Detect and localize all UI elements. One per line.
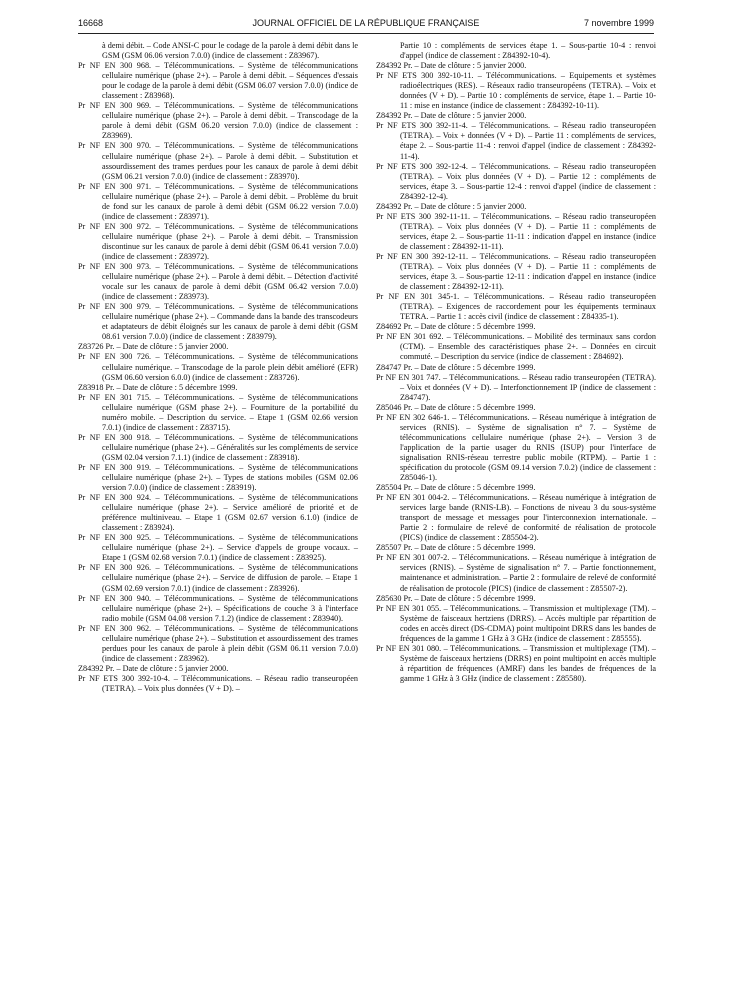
standard-entry: Pr NF EN 300 919. – Télécommunications. – Système de télécommunications cellulaire numérique (phase 2+). – Types de stations mobiles (GSM 02.06 version 7.0.0) (indice de classement : Z83919).	[78, 462, 358, 493]
standard-entry: Pr NF EN 300 392-12-11. – Télécommunications. – Réseau radio transeuropéen (TETRA). – Voix plus données (V + D). – Partie 11 : compléments de services, étape 3. – Sous-partie 12-11 : indication d'appel en instance (indice de classement : Z84392-12-11).	[376, 251, 656, 292]
closing-date-line: Z84392 Pr. – Date de clôture : 5 janvier 2000.	[376, 61, 527, 71]
closing-date-line: Z84747 Pr. – Date de clôture : 5 décembre 1999.	[376, 362, 536, 372]
standard-entry: Pr NF EN 301 007-2. – Télécommunications. – Réseau numérique à intégration de services (RNIS). – Système de signalisation n° 7. – Partie fonctionnement, maintenance et administration. – Partie 2 : formulaire de relevé de conformité de réalisation de protocole (PICS) (indice de classement : Z85507-2).	[376, 553, 656, 593]
standard-entry: Pr NF EN 301 715. – Télécommunications. – Système de télécommunications cellulaire numérique (GSM phase 2+). – Fourniture de la portabilité du numéro mobile. – Description du service. – Etape 1 (GSM 02.66 version 7.0.1) (indice de classement : Z83715).	[78, 392, 358, 432]
standard-entry: Pr NF ETS 300 392-10-11. – Télécommunications. – Equipements et systèmes radioélectriques (RES). – Réseaux radio transeuropéens (TETRA). – Voix et données (V + D). – Partie 10 : compléments de service, étape 1. – Partie 10-11 : mise en instance (indice de classement : Z84392-10-11).	[376, 71, 656, 111]
standard-entry: Pr NF EN 300 924. – Télécommunications. – Système de télécommunications cellulaire numérique (phase 2+). – Service amélioré de priorité et de préférence multiniveau. – Etape 1 (GSM 02.67 version 6.1.0) (indice de classement : Z83924).	[78, 493, 358, 533]
closing-date-line: Z84392 Pr. – Date de clôture : 5 janvier 2000.	[376, 201, 527, 211]
page-header	[78, 18, 654, 32]
standard-entry: Pr NF ETS 300 392-10-4. – Télécommunications. – Réseau radio transeuropéen (TETRA). – Voix plus données (V + D). –	[78, 673, 358, 693]
standard-entry: Pr NF EN 301 004-2. – Télécommunications. – Réseau numérique à intégration de services large bande (RNIS-LB). – Fonctions de niveau 3 du sous-système transport de message et messages pour l'interconnexion internationale. – Partie 2 : formulaire de relevé de conformité de réalisation de protocole (PICS) (indice de classement : Z85504-2).	[376, 493, 656, 543]
standard-entry: Pr NF EN 301 747. – Télécommunications. – Réseau radio transeuropéen (TETRA). – Voix et données (V + D). – Interfonctionnement IP (indice de classement : Z84747).	[376, 372, 656, 402]
standard-entry: Pr NF EN 301 345-1. – Télécommunications. – Réseau radio transeuropéen (TETRA). – Exigences de raccordement pour les équipements terminaux TETRA. – Partie 1 : accès civil (indice de classement : Z84335-1).	[376, 292, 656, 322]
closing-date-line: Z84392 Pr. – Date de clôture : 5 janvier 2000.	[376, 111, 527, 121]
closing-date-line: Z83918 Pr. – Date de clôture : 5 décembre 1999.	[78, 382, 238, 392]
standard-entry: Pr NF EN 302 646-1. – Télécommunications. – Réseau numérique à intégration de services (RNIS). – Système de signalisation n° 7. – Système de télécommunications cellulaire numérique (phase 2+). – Version 3 de l'application de la partie usager du RNIS (ISUP) pour l'interface de signalisation RNIS-réseau terrestre public mobile (RTPM). – Partie 1 : spécification du protocole (GSM 09.14 version 7.0.2) (indice de classement : Z85046-1).	[376, 412, 656, 483]
standard-entry: à demi débit. – Code ANSI-C pour le codage de la parole à demi débit dans le GSM (GSM 06.06 version 7.0.0) (indice de classement : Z83967).	[102, 41, 358, 61]
standard-entry: Pr NF ETS 300 392-11-11. – Télécommunications. – Réseau radio transeuropéen (TETRA). – Voix plus données (V + D). – Partie 11 : compléments de services, étape 2. – Sous-partie 11-11 : indication d'appel en instance (indice de classement : Z84392-11-11).	[376, 211, 656, 251]
closing-date-line: Z85630 Pr. – Date de clôture : 5 décembre 1999.	[376, 593, 536, 603]
closing-date-line: Z85504 Pr. – Date de clôture : 5 décembre 1999.	[376, 483, 536, 493]
left-column	[78, 41, 358, 694]
page-number: 16668	[78, 18, 104, 28]
standard-entry: Pr NF EN 300 968. – Télécommunications. – Système de télécommunications cellulaire numérique (phase 2+). – Parole à demi débit. – Séquences d'essais pour le codage de la parole à demi débit (GSM 06.07 version 7.0.0) (indice de classement : Z83968).	[78, 61, 358, 101]
standard-entry: Pr NF EN 300 940. – Télécommunications. – Système de télécommunications cellulaire numérique (phase 2+). – Spécifications de couche 3 à l'interface radio mobile (GSM 04.08 version 7.1.2) (indice de classement : Z83940).	[78, 593, 358, 623]
standard-entry: Pr NF EN 300 979. – Télécommunications. – Système de télécommunications cellulaire numérique (phase 2+). – Commande dans la bande des transcodeurs et adaptateurs de débit éloignés sur les canaux de parole à demi débit (GSM 08.61 version 7.0.0) (indice de classement : Z83979).	[78, 302, 358, 342]
standard-entry: Pr NF EN 300 969. – Télécommunications. – Système de télécommunications cellulaire numérique (phase 2+). – Parole à demi débit. – Transcodage de la parole à demi débit (GSM 06.20 version 7.0.0) (indice de classement : Z83969).	[78, 101, 358, 141]
standard-entry: Pr NF EN 300 726. – Télécommunications. – Système de télécommunications cellulaire numérique. – Transcodage de la parole plein débit amélioré (EFR) (GSM 06.60 version 6.0.0) (indice de classement : Z83726).	[78, 352, 358, 382]
closing-date-line: Z84692 Pr. – Date de clôture : 5 décembre 1999.	[376, 322, 536, 332]
standard-entry: Pr NF ETS 300 392-11-4. – Télécommunications. – Réseau radio transeuropéen (TETRA). – Voix + données (V + D). – Partie 11 : compléments de services, étape 2. – Sous-partie 11-4 : renvoi d'appel (indice de classement : Z84392-11-4).	[376, 121, 656, 161]
standard-entry: Pr NF EN 300 970. – Télécommunications. – Système de télécommunications cellulaire numérique (phase 2+). – Parole à demi débit. – Substitution et assourdissement des trames perdues pour les canaux de parole à demi débit (GSM 06.21 version 7.0.0) (indice de classement : Z83970).	[78, 141, 358, 181]
standard-entry: Pr NF EN 301 055. – Télécommunications. – Transmission et multiplexage (TM). – Système de faisceaux hertziens (DRRS). – Accès multiple par répartition de codes en accès direct (DS-CDMA) point multipoint DRRS dans les bandes de fréquences de la gamme 1 GHz à 3 GHz (indice de classement : Z85555).	[376, 603, 656, 643]
standard-entry: Pr NF EN 300 918. – Télécommunications. – Système de télécommunications cellulaire numérique (phase 2+). – Généralités sur les compléments de service (GSM 02.04 version 7.1.1) (indice de classement : Z83918).	[78, 432, 358, 462]
standard-entry: Pr NF EN 300 971. – Télécommunications. – Système de télécommunications cellulaire numérique (phase 2+). – Parole à demi débit. – Problème du bruit de fond sur les canaux de parole à demi débit (GSM 06.22 version 7.0.0) (indice de classement : Z83971).	[78, 181, 358, 221]
closing-date-line: Z85046 Pr. – Date de clôture : 5 décembre 1999.	[376, 402, 536, 412]
standard-entry: Pr NF EN 300 925. – Télécommunications. – Système de télécommunications cellulaire numérique (phase 2+). – Service d'appels de groupe vocaux. – Etape 1 (GSM 02.68 version 7.0.1) (indice de classement : Z83925).	[78, 533, 358, 563]
standard-entry: Pr NF EN 300 972. – Télécommunications. – Système de télécommunications cellulaire numérique (phase 2+). – Parole à demi débit. – Transmission discontinue sur les canaux de parole à demi débit (GSM 06.41 version 7.0.0) (indice de classement : Z83972).	[78, 221, 358, 261]
standard-entry: Pr NF EN 301 080. – Télécommunications. – Transmission et multiplexage (TM). – Système de faisceaux hertziens (DRRS) en point multipoint en accès multiple à répartition de fréquences (AMRF) dans les bandes de fréquences de la gamme 1 GHz à 3 GHz (indice de classement : Z85580).	[376, 643, 656, 683]
closing-date-line: Z84392 Pr. – Date de clôture : 5 janvier 2000.	[78, 663, 229, 673]
issue-date: 7 novembre 1999	[583, 18, 654, 28]
standard-entry: Partie 10 : compléments de services étape 1. – Sous-partie 10-4 : renvoi d'appel (indice de classement : Z84392-10-4).	[400, 41, 656, 61]
standard-entry: Pr NF EN 301 692. – Télécommunications. – Mobilité des terminaux sans cordon (CTM). – Ensemble des caractéristiques phase 2+. – Données en circuit commuté. – Description du service (indice de classement : Z84692).	[376, 332, 656, 362]
standard-entry: Pr NF EN 300 926. – Télécommunications. – Système de télécommunications cellulaire numérique (phase 2+). – Service de diffusion de parole. – Etape 1 (GSM 02.69 version 7.0.1) (indice de classement : Z83926).	[78, 563, 358, 593]
closing-date-line: Z83726 Pr. – Date de clôture : 5 janvier 2000.	[78, 342, 229, 352]
standard-entry: Pr NF EN 300 973. – Télécommunications. – Système de télécommunications cellulaire numérique (phase 2+). – Parole à demi débit. – Détection d'activité vocale sur les canaux de parole à demi débit (GSM 06.42 version 7.0.0) (indice de classement : Z83973).	[78, 262, 358, 302]
header-rule	[78, 33, 654, 34]
standard-entry: Pr NF ETS 300 392-12-4. – Télécommunications. – Réseau radio transeuropéen (TETRA). – Voix plus données (V + D). – Partie 12 : compléments de services, étape 3. – Sous-partie 12-4 : renvoi d'appel (indice de classement : Z84392-12-4).	[376, 161, 656, 201]
closing-date-line: Z85507 Pr. – Date de clôture : 5 décembre 1999.	[376, 543, 536, 553]
right-column	[376, 41, 656, 684]
standard-entry: Pr NF EN 300 962. – Télécommunications. – Système de télécommunications cellulaire numérique (phase 2+). – Substitution et assourdissement des trames perdues pour les canaux de parole à plein débit (GSM 06.11 version 7.0.0) (indice de classement : Z83962).	[78, 623, 358, 663]
journal-title: JOURNAL OFFICIEL DE LA RÉPUBLIQUE FRANÇAISE	[252, 18, 480, 28]
